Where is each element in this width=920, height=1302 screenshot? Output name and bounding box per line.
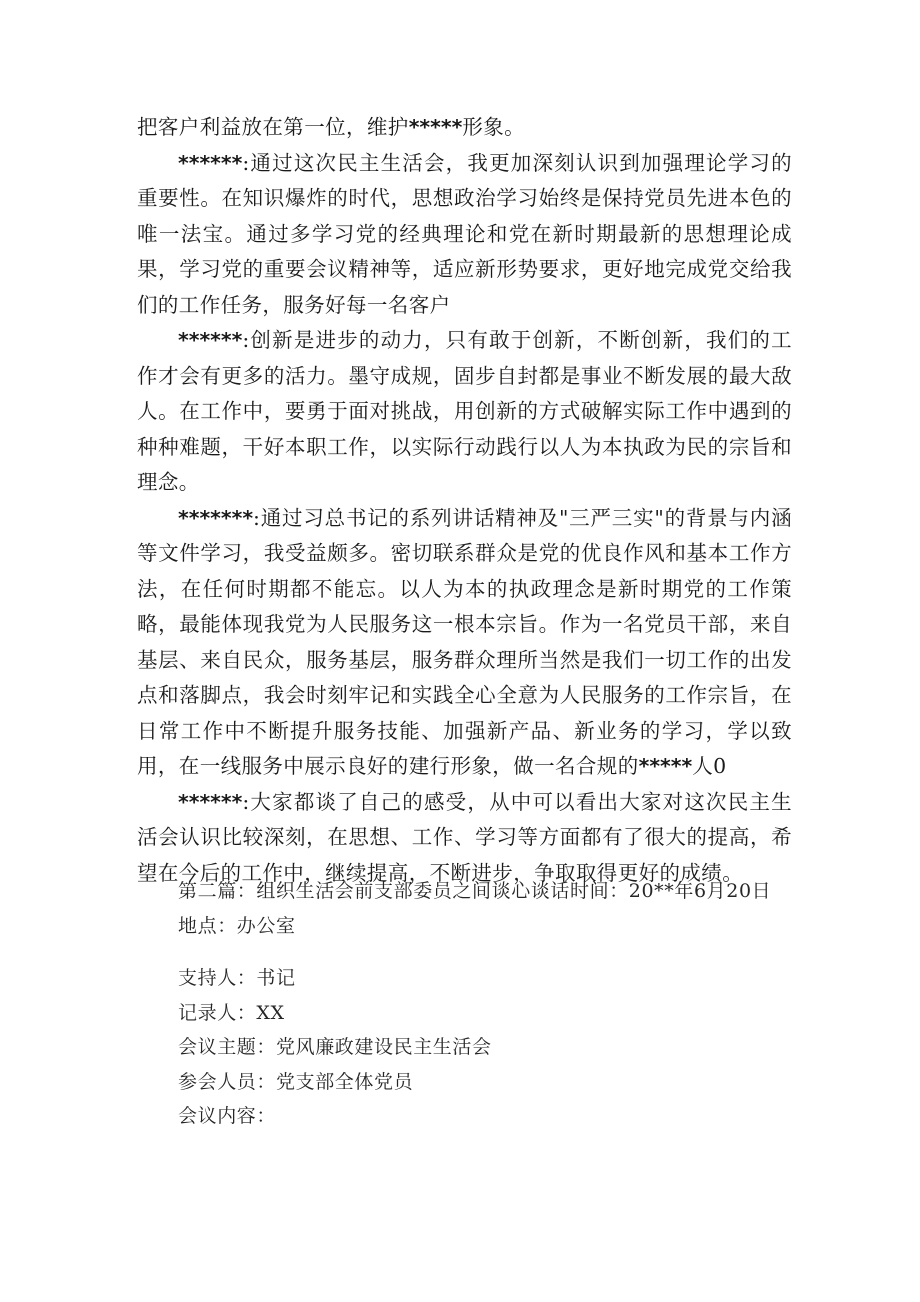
meeting-topic: 会议主题：党风廉政建设民主生活会 [178, 1036, 492, 1058]
masked-name: ***** [638, 754, 693, 778]
speaker-statement: :大家都谈了自己的感受，从中可以看出大家对这次民主生活会认识比较深刻，在思想、工作、学习等方面都有了很大的提高，希望在今后的工作中，继续提高，不断进步，争取取得更好的成绩。 [137, 789, 792, 885]
speaker-paragraph [137, 501, 792, 785]
meeting-attendees: 参会人员：党支部全体党员 [178, 1070, 414, 1093]
section-heading: 第二篇：组织生活会前支部委员之间谈心谈话时间：20**年6月20日 [178, 880, 772, 902]
meeting-location: 地点：办公室 [178, 914, 296, 937]
speaker-name: ****** [178, 789, 243, 814]
speaker-name: ****** [178, 150, 243, 175]
speaker-name: ******* [178, 505, 254, 530]
masked-name: ***** [408, 115, 463, 139]
meeting-content-label: 会议内容： [178, 1105, 277, 1127]
speaker-statement-tail: 人0 [692, 754, 727, 778]
paragraph-text-tail: 形象。 [462, 115, 526, 139]
speaker-paragraph [137, 146, 792, 324]
paragraph-text: 把客户利益放在第一位，维护 [137, 115, 409, 139]
document-body [137, 110, 792, 891]
speaker-paragraph [137, 323, 792, 501]
paragraph-continuation [137, 110, 792, 146]
meeting-recorder: 记录人：XX [178, 1001, 285, 1024]
meeting-record-section [178, 874, 790, 1134]
speaker-name: ****** [178, 328, 243, 352]
meeting-host: 支持人：书记 [178, 967, 296, 989]
section-spacer [178, 943, 790, 961]
speaker-statement: :通过习总书记的系列讲话精神及"三严三实"的背景与内涵等文件学习，我受益颇多。密切联系群众是党的优良作风和基本工作方法，在任何时期都不能忘。以人为本的执政理念是新时期党的工作策略，最能体现我党为人民服务这一根本宗旨。作为一名党员干部，来自基层、来自民众，服务基层，服务群众理所当然是我们一切工作的出发点和落脚点，我会时刻牢记和实践全心全意为人民服务的工作宗旨，在日常工作中不断提升服务技能、加强新产品、新业务的学习，学以致用，在一线服务中展示良好的建行形象，做一名合规的 [137, 505, 792, 778]
speaker-statement: :通过这次民主生活会，我更加深刻认识到加强理论学习的重要性。在知识爆炸的时代，思想政治学习始终是保持党员先进本色的唯一法宝。通过多学习党的经典理论和党在新时期最新的思想理论成果，学习党的重要会议精神等，适应新形势要求，更好地完成党交给我们的工作任务，服务好每一名客户 [137, 150, 792, 317]
speaker-statement: :创新是进步的动力，只有敢于创新，不断创新，我们的工作才会有更多的活力。墨守成规，固步自封都是事业不断发展的最大敌人。在工作中，要勇于面对挑战，用创新的方式破解实际工作中遇到的种种难题，干好本职工作，以实际行动践行以人为本执政为民的宗旨和理念。 [137, 328, 792, 494]
